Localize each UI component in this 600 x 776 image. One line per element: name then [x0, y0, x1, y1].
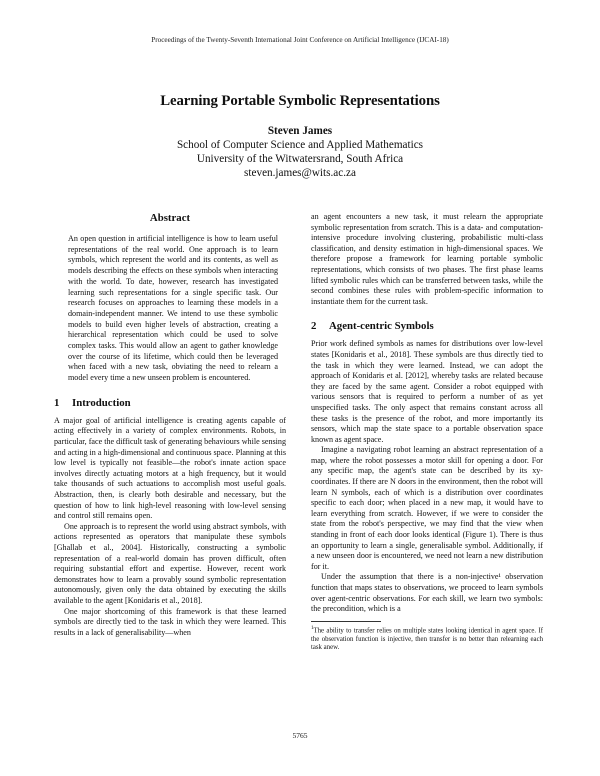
footnote-text: The ability to transfer relies on multiple states looking identical in agent space. If the observation function is injective, then transfer is no better than relearning each task anew.	[311, 627, 543, 652]
paragraph: One major shortcoming of this framework is that these learned symbols are directly tied to the task in which they were learned. This results in a lack of generalisability—when	[54, 606, 286, 637]
right-column	[311, 208, 543, 653]
author-department: School of Computer Science and Applied Mathematics	[176, 139, 424, 151]
abstract-heading: Abstract	[149, 212, 191, 224]
abstract-text: An open question in artificial intelligence is how to learn useful representations of the real world. One approach is to learn symbols, which represent the world and its contents, as well as models describing the effects on these symbols when interacting with the world. To date, however, research has investigated learning such representations for a single specific task. Our research focuses on approaches to learning these models in a domain-independent manner. We intend to use these symbolic models to build even higher levels of abstraction, creating a hierarchical representation which could be used to solve complex tasks. This would allow an agent to gather knowledge over the course of its lifetime, which could then be leveraged when faced with a new task, obviating the need to relearn a model every time a new unseen problem is encountered.	[68, 234, 278, 383]
footnote-mark: 1	[311, 625, 314, 631]
paragraph: A major goal of artificial intelligence is creating agents capable of acting effectively in a variety of complex environments. Robots, in particular, face the difficult task of generating behaviours while sensing and acting in a high-dimensional and continuous space. Planning at this low level is typically not feasible—the robot's innate action space involves directly actuating motors at a high frequency, but it would take thousands of such actuations to accomplish most useful goals. Abstraction, then, is clearly both desirable and necessary, but the question of how to link high-level reasoning with low-level sensing and control still remains open.	[54, 415, 286, 521]
section-title: Agent-centric Symbols	[329, 320, 434, 333]
section-number: 2	[311, 320, 317, 333]
author-email: steven.james@wits.ac.za	[244, 167, 356, 179]
footnote-divider	[311, 621, 381, 622]
author-name: Steven James	[267, 125, 333, 137]
section-number: 1	[54, 396, 60, 409]
page-number: 5765	[292, 731, 308, 740]
paragraph: Prior work defined symbols as names for distributions over low-level states [Konidaris et al., 2018]. These symbols are thus directly tied to the task in which they were learned. Instead, we can adopt the approach of Konidaris et al. [2012], whereby tasks are related because they are faced by the same agent. Consider a robot equipped with various sensors that is required to perform a number of as yet unspecified tasks. The only aspect that remains constant across all these tasks is the presence of the robot, and more importantly its sensors, which map the state space to a portable observation space known as agent space.	[311, 339, 543, 444]
paragraph: Imagine a navigating robot learning an abstract representation of a map, where the robot possesses a motor skill for opening a door. For any specific map, the agent's state can be described by its xy-coordinates. If there are N doors in the environment, then the robot will learn N symbols, each of which is a distribution over coordinates specific to each door; when placed in a new map, it would have to learn everything from scratch. However, if we were to consider the state from the robot's perspective, we may find that the view when standing in front of each door looks identical (Figure 1). There is thus an opportunity to learn a single, generalisable symbol. Additionally, if a new unseen door is encountered, we need not learn a new distribution for it.	[311, 445, 543, 571]
section-heading-agent-centric	[311, 320, 543, 332]
footnote	[311, 625, 543, 653]
paragraph: an agent encounters a new task, it must relearn the appropriate symbolic representation from scratch. This is a data- and computation-intensive procedure involving clustering, probabilistic multi-class classification, and density estimation in high-dimensional spaces. We therefore propose a framework for learning portable symbolic representations, which consists of two phases. The first phase learns lifted symbolic rules which can be transferred between tasks, while the second combines these rules with problem-specific information to instantiate them for the current task.	[311, 212, 543, 306]
abstract	[54, 212, 286, 384]
section-heading-introduction	[54, 397, 286, 409]
author-block	[0, 124, 600, 180]
section-title: Introduction	[72, 396, 131, 409]
paragraph: Under the assumption that there is a non-injective¹ observation function that maps states to observations, we proceed to learn symbols over agent-centric observations. For each skill, we learn two symbols: the precondition, which is a	[311, 572, 543, 614]
paper-title: Learning Portable Symbolic Representations	[160, 93, 440, 109]
running-head: Proceedings of the Twenty-Seventh International Joint Conference on Artificial Intelligence (IJCAI-18)	[151, 36, 449, 44]
paragraph: One approach is to represent the world using abstract symbols, with actions represented as operators that manipulate these symbols [Ghallab et al., 2004]. Historically, constructing a symbolic representation of a real-world domain has proven difficult, often requiring substantial effort and expertise. However, recent work demonstrates how to learn a provably sound symbolic representation autonomously, given only the data obtained by executing the skills available to the agent [Konidaris et al., 2018].	[54, 521, 286, 605]
author-university: University of the Witwatersrand, South Africa	[196, 153, 404, 165]
left-column	[54, 208, 286, 638]
